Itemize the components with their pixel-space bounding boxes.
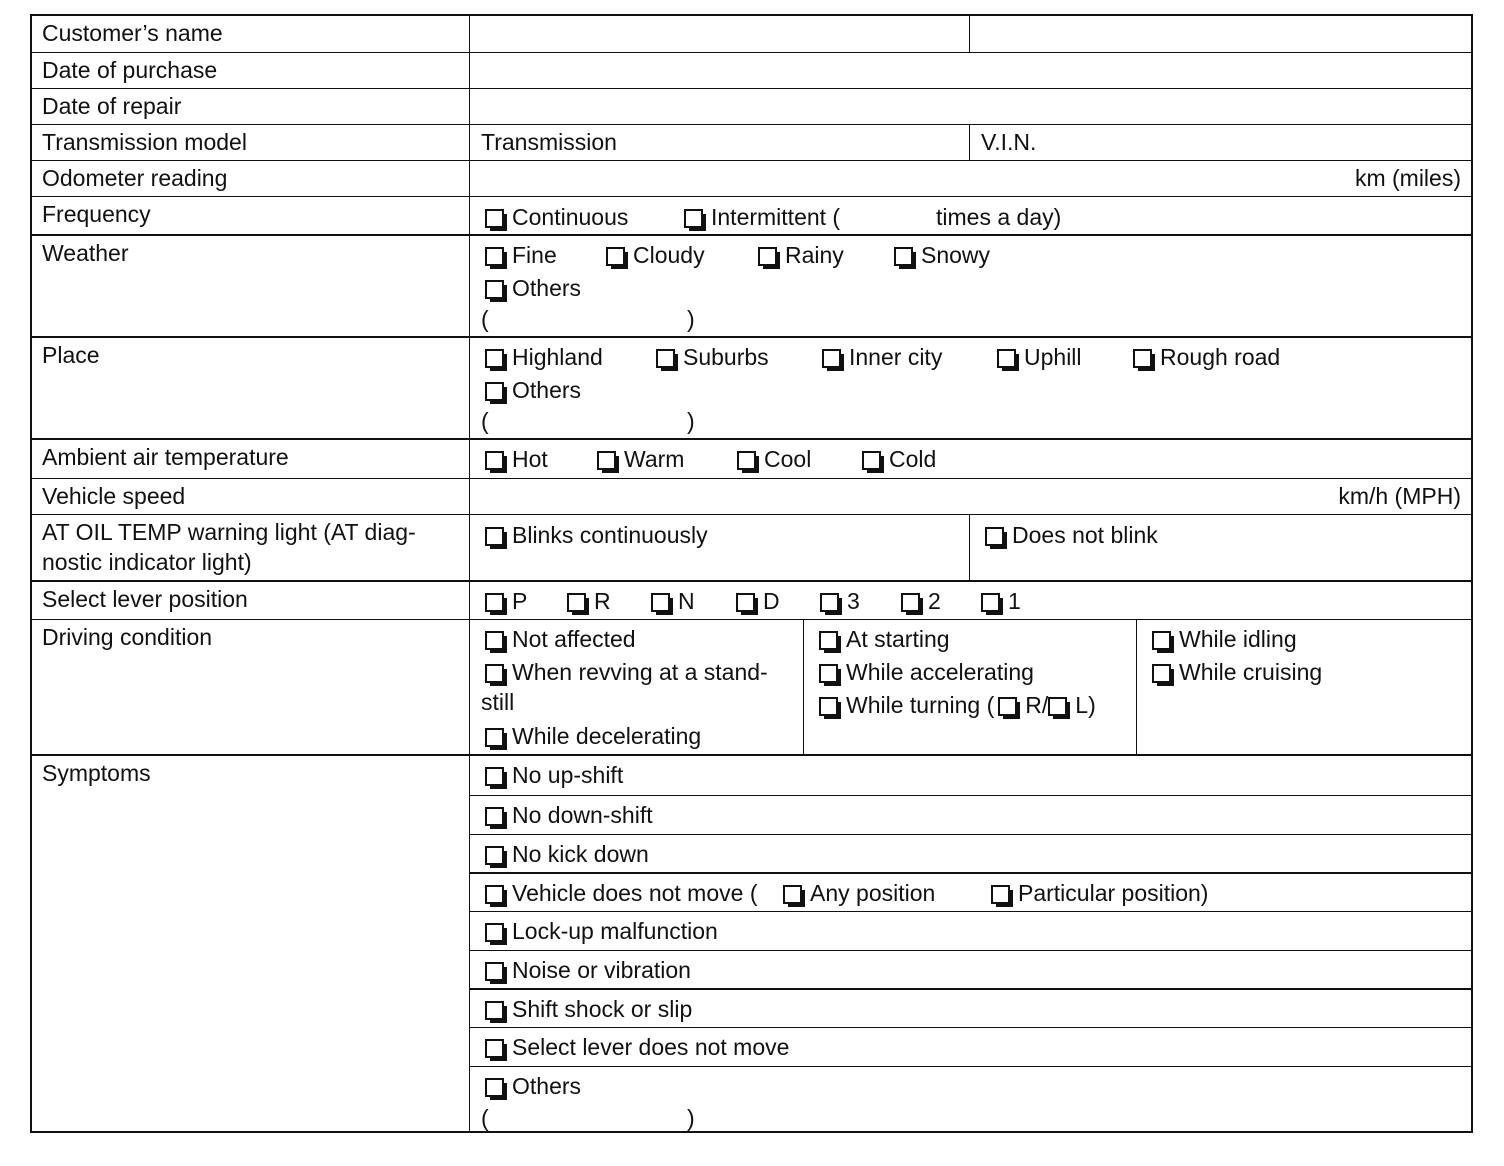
checkbox-icon[interactable]	[820, 593, 839, 612]
symptom-others-row	[469, 1066, 1471, 1131]
sym-lockup-option[interactable]: Lock-up malfunction	[485, 916, 718, 946]
freq-intermittent-option[interactable]: Intermittent (	[684, 202, 840, 232]
customer-name-field[interactable]	[470, 16, 969, 51]
vin-field-label[interactable]: V.I.N.	[981, 129, 1037, 155]
checkbox-icon[interactable]	[997, 349, 1016, 368]
checkbox-icon[interactable]	[485, 923, 504, 942]
drv-turning-option[interactable]: While turning ( R/ L)	[819, 690, 1096, 720]
checkbox-icon[interactable]	[1048, 697, 1067, 716]
transmission-field-label[interactable]: Transmission	[481, 129, 617, 155]
row-ambient-temp	[32, 438, 1471, 480]
at-oil-temp-divider	[969, 515, 970, 581]
row-customer-name	[32, 16, 1471, 52]
checkbox-icon[interactable]	[656, 349, 675, 368]
row-date-repair	[32, 88, 1471, 125]
odometer-label: Odometer reading	[42, 165, 228, 191]
lever-r-option[interactable]: R	[567, 586, 611, 616]
checkbox-icon[interactable]	[485, 593, 504, 612]
sym-others-paren-close: )	[687, 1105, 695, 1131]
drv-accel-option[interactable]: While accelerating	[819, 657, 1034, 687]
weather-snowy-option[interactable]: Snowy	[894, 240, 990, 270]
driving-divider-2	[1136, 620, 1137, 755]
checkbox-icon[interactable]	[485, 280, 504, 299]
place-paren-close: )	[687, 408, 695, 434]
sym-others-option[interactable]: Others	[485, 1071, 581, 1101]
sym-no-move-option[interactable]: Vehicle does not move (	[485, 878, 757, 908]
place-others-option[interactable]: Others	[485, 375, 581, 405]
row-select-lever	[32, 580, 1471, 621]
lever-p-option[interactable]: P	[485, 586, 527, 616]
checkbox-icon[interactable]	[485, 807, 504, 826]
checkbox-icon[interactable]	[485, 1078, 504, 1097]
driving-divider-1	[803, 620, 804, 755]
drv-revving-option[interactable]: When revving at a stand-	[485, 657, 768, 687]
weather-label: Weather	[42, 240, 129, 266]
row-vehicle-speed	[32, 478, 1471, 515]
checkbox-icon[interactable]	[1133, 349, 1152, 368]
sym-no-downshift-option[interactable]: No down-shift	[485, 800, 653, 830]
symptom-no-downshift-row	[469, 795, 1471, 835]
symptom-shock-row	[469, 988, 1471, 1029]
sym-no-upshift-option[interactable]: No up-shift	[485, 760, 623, 790]
checkbox-icon[interactable]	[597, 451, 616, 470]
frequency-label: Frequency	[42, 201, 151, 227]
place-inner-city-option[interactable]: Inner city	[822, 342, 942, 372]
customer-name-field-2[interactable]	[970, 16, 1471, 51]
checkbox-icon[interactable]	[819, 664, 838, 683]
sym-others-paren-open: (	[481, 1105, 489, 1131]
symptom-lockup-row	[469, 911, 1471, 951]
checkbox-icon[interactable]	[758, 247, 777, 266]
select-lever-label: Select lever position	[42, 586, 248, 612]
ambient-temp-label: Ambient air temperature	[42, 444, 289, 470]
place-rough-road-option[interactable]: Rough road	[1133, 342, 1280, 372]
checkbox-icon[interactable]	[485, 247, 504, 266]
symptoms-label: Symptoms	[42, 760, 151, 786]
temp-cold-option[interactable]: Cold	[862, 444, 936, 474]
temp-warm-option[interactable]: Warm	[597, 444, 684, 474]
symptom-no-upshift-row	[469, 756, 1471, 795]
symptom-no-move-row	[469, 872, 1471, 913]
drv-revving-line2: still	[481, 689, 515, 715]
blinks-continuously-option[interactable]: Blinks continuously	[485, 520, 708, 550]
checkbox-icon[interactable]	[485, 846, 504, 865]
checkbox-icon[interactable]	[606, 247, 625, 266]
row-odometer	[32, 160, 1471, 197]
sym-any-position-option[interactable]: Any position	[783, 878, 935, 908]
checkbox-icon[interactable]	[822, 349, 841, 368]
lever-3-option[interactable]: 3	[820, 586, 860, 616]
checkbox-icon[interactable]	[485, 885, 504, 904]
lever-d-option[interactable]: D	[736, 586, 780, 616]
transmission-model-label: Transmission model	[42, 129, 247, 155]
checkbox-icon[interactable]	[567, 593, 586, 612]
sym-particular-position-option[interactable]: Particular position)	[991, 878, 1208, 908]
drv-not-affected-option[interactable]: Not affected	[485, 624, 636, 654]
date-purchase-field[interactable]	[470, 53, 1471, 88]
checkbox-icon[interactable]	[819, 631, 838, 650]
lever-1-option[interactable]: 1	[981, 586, 1021, 616]
sym-no-kickdown-option[interactable]: No kick down	[485, 839, 649, 869]
checkbox-icon[interactable]	[736, 593, 755, 612]
temp-cool-option[interactable]: Cool	[737, 444, 811, 474]
checkbox-icon[interactable]	[985, 527, 1004, 546]
checkbox-icon[interactable]	[485, 527, 504, 546]
does-not-blink-option[interactable]: Does not blink	[985, 520, 1158, 550]
date-repair-field[interactable]	[470, 89, 1471, 124]
driving-condition-label: Driving condition	[42, 624, 213, 650]
symptom-no-kickdown-row	[469, 834, 1471, 874]
freq-continuous-option[interactable]: Continuous	[485, 202, 628, 232]
checkbox-icon[interactable]	[485, 382, 504, 401]
checkbox-icon[interactable]	[1152, 631, 1171, 650]
vehicle-speed-label: Vehicle speed	[42, 483, 186, 509]
checkbox-icon[interactable]	[894, 247, 913, 266]
weather-rainy-option[interactable]: Rainy	[758, 240, 844, 270]
weather-paren-open: (	[481, 306, 489, 332]
sym-lever-option[interactable]: Select lever does not move	[485, 1032, 789, 1062]
weather-fine-option[interactable]: Fine	[485, 240, 557, 270]
drv-cruising-option[interactable]: While cruising	[1152, 657, 1322, 687]
weather-others-option[interactable]: Others	[485, 273, 581, 303]
row-weather	[32, 234, 1471, 338]
lever-n-option[interactable]: N	[651, 586, 695, 616]
checkbox-icon[interactable]	[901, 593, 920, 612]
checkbox-icon[interactable]	[485, 664, 504, 683]
odometer-unit: km (miles)	[1354, 165, 1461, 191]
sym-noise-option[interactable]: Noise or vibration	[485, 955, 691, 985]
date-repair-label: Date of repair	[42, 93, 182, 119]
checkbox-icon[interactable]	[485, 728, 504, 747]
place-uphill-option[interactable]: Uphill	[997, 342, 1082, 372]
checkbox-icon[interactable]	[485, 349, 504, 368]
checkbox-icon[interactable]	[998, 697, 1017, 716]
checkbox-icon[interactable]	[485, 1001, 504, 1020]
checkbox-icon[interactable]	[651, 593, 670, 612]
checkbox-icon[interactable]	[783, 885, 802, 904]
sym-shock-option[interactable]: Shift shock or slip	[485, 994, 692, 1024]
row-symptoms	[32, 754, 1471, 1131]
lever-2-option[interactable]: 2	[901, 586, 941, 616]
checkbox-icon[interactable]	[737, 451, 756, 470]
temp-hot-option[interactable]: Hot	[485, 444, 548, 474]
drv-decel-option[interactable]: While decelerating	[485, 721, 701, 751]
row-place	[32, 336, 1471, 440]
place-highland-option[interactable]: Highland	[485, 342, 603, 372]
weather-paren-close: )	[687, 306, 695, 332]
diagnostic-worksheet	[30, 14, 1473, 1133]
checkbox-icon[interactable]	[485, 1039, 504, 1058]
checkbox-icon[interactable]	[684, 209, 703, 228]
drv-idling-option[interactable]: While idling	[1152, 624, 1297, 654]
checkbox-icon[interactable]	[1152, 664, 1171, 683]
checkbox-icon[interactable]	[819, 697, 838, 716]
checkbox-icon[interactable]	[485, 209, 504, 228]
place-paren-open: (	[481, 408, 489, 434]
row-frequency	[32, 196, 1471, 235]
drv-starting-option[interactable]: At starting	[819, 624, 950, 654]
symptom-noise-row	[469, 950, 1471, 990]
transmission-divider	[969, 125, 970, 161]
weather-cloudy-option[interactable]: Cloudy	[606, 240, 705, 270]
checkbox-icon[interactable]	[862, 451, 881, 470]
checkbox-icon[interactable]	[485, 767, 504, 786]
at-oil-temp-label-line2: nostic indicator light)	[42, 549, 252, 575]
at-oil-temp-label-line1: AT OIL TEMP warning light (AT diag-	[42, 519, 416, 545]
place-suburbs-option[interactable]: Suburbs	[656, 342, 769, 372]
date-purchase-label: Date of purchase	[42, 57, 218, 83]
symptom-lever-row	[469, 1027, 1471, 1067]
row-transmission-model	[32, 124, 1471, 161]
row-date-purchase	[32, 52, 1471, 89]
place-label: Place	[42, 342, 100, 368]
checkbox-icon[interactable]	[485, 631, 504, 650]
freq-times-text: times a day)	[936, 204, 1062, 230]
customer-name-label: Customer’s name	[42, 20, 223, 46]
checkbox-icon[interactable]	[991, 885, 1010, 904]
row-driving-condition	[32, 619, 1471, 755]
checkbox-icon[interactable]	[485, 451, 504, 470]
row-at-oil-temp	[32, 514, 1471, 581]
checkbox-icon[interactable]	[485, 962, 504, 981]
vehicle-speed-unit: km/h (MPH)	[1338, 483, 1461, 509]
checkbox-icon[interactable]	[981, 593, 1000, 612]
